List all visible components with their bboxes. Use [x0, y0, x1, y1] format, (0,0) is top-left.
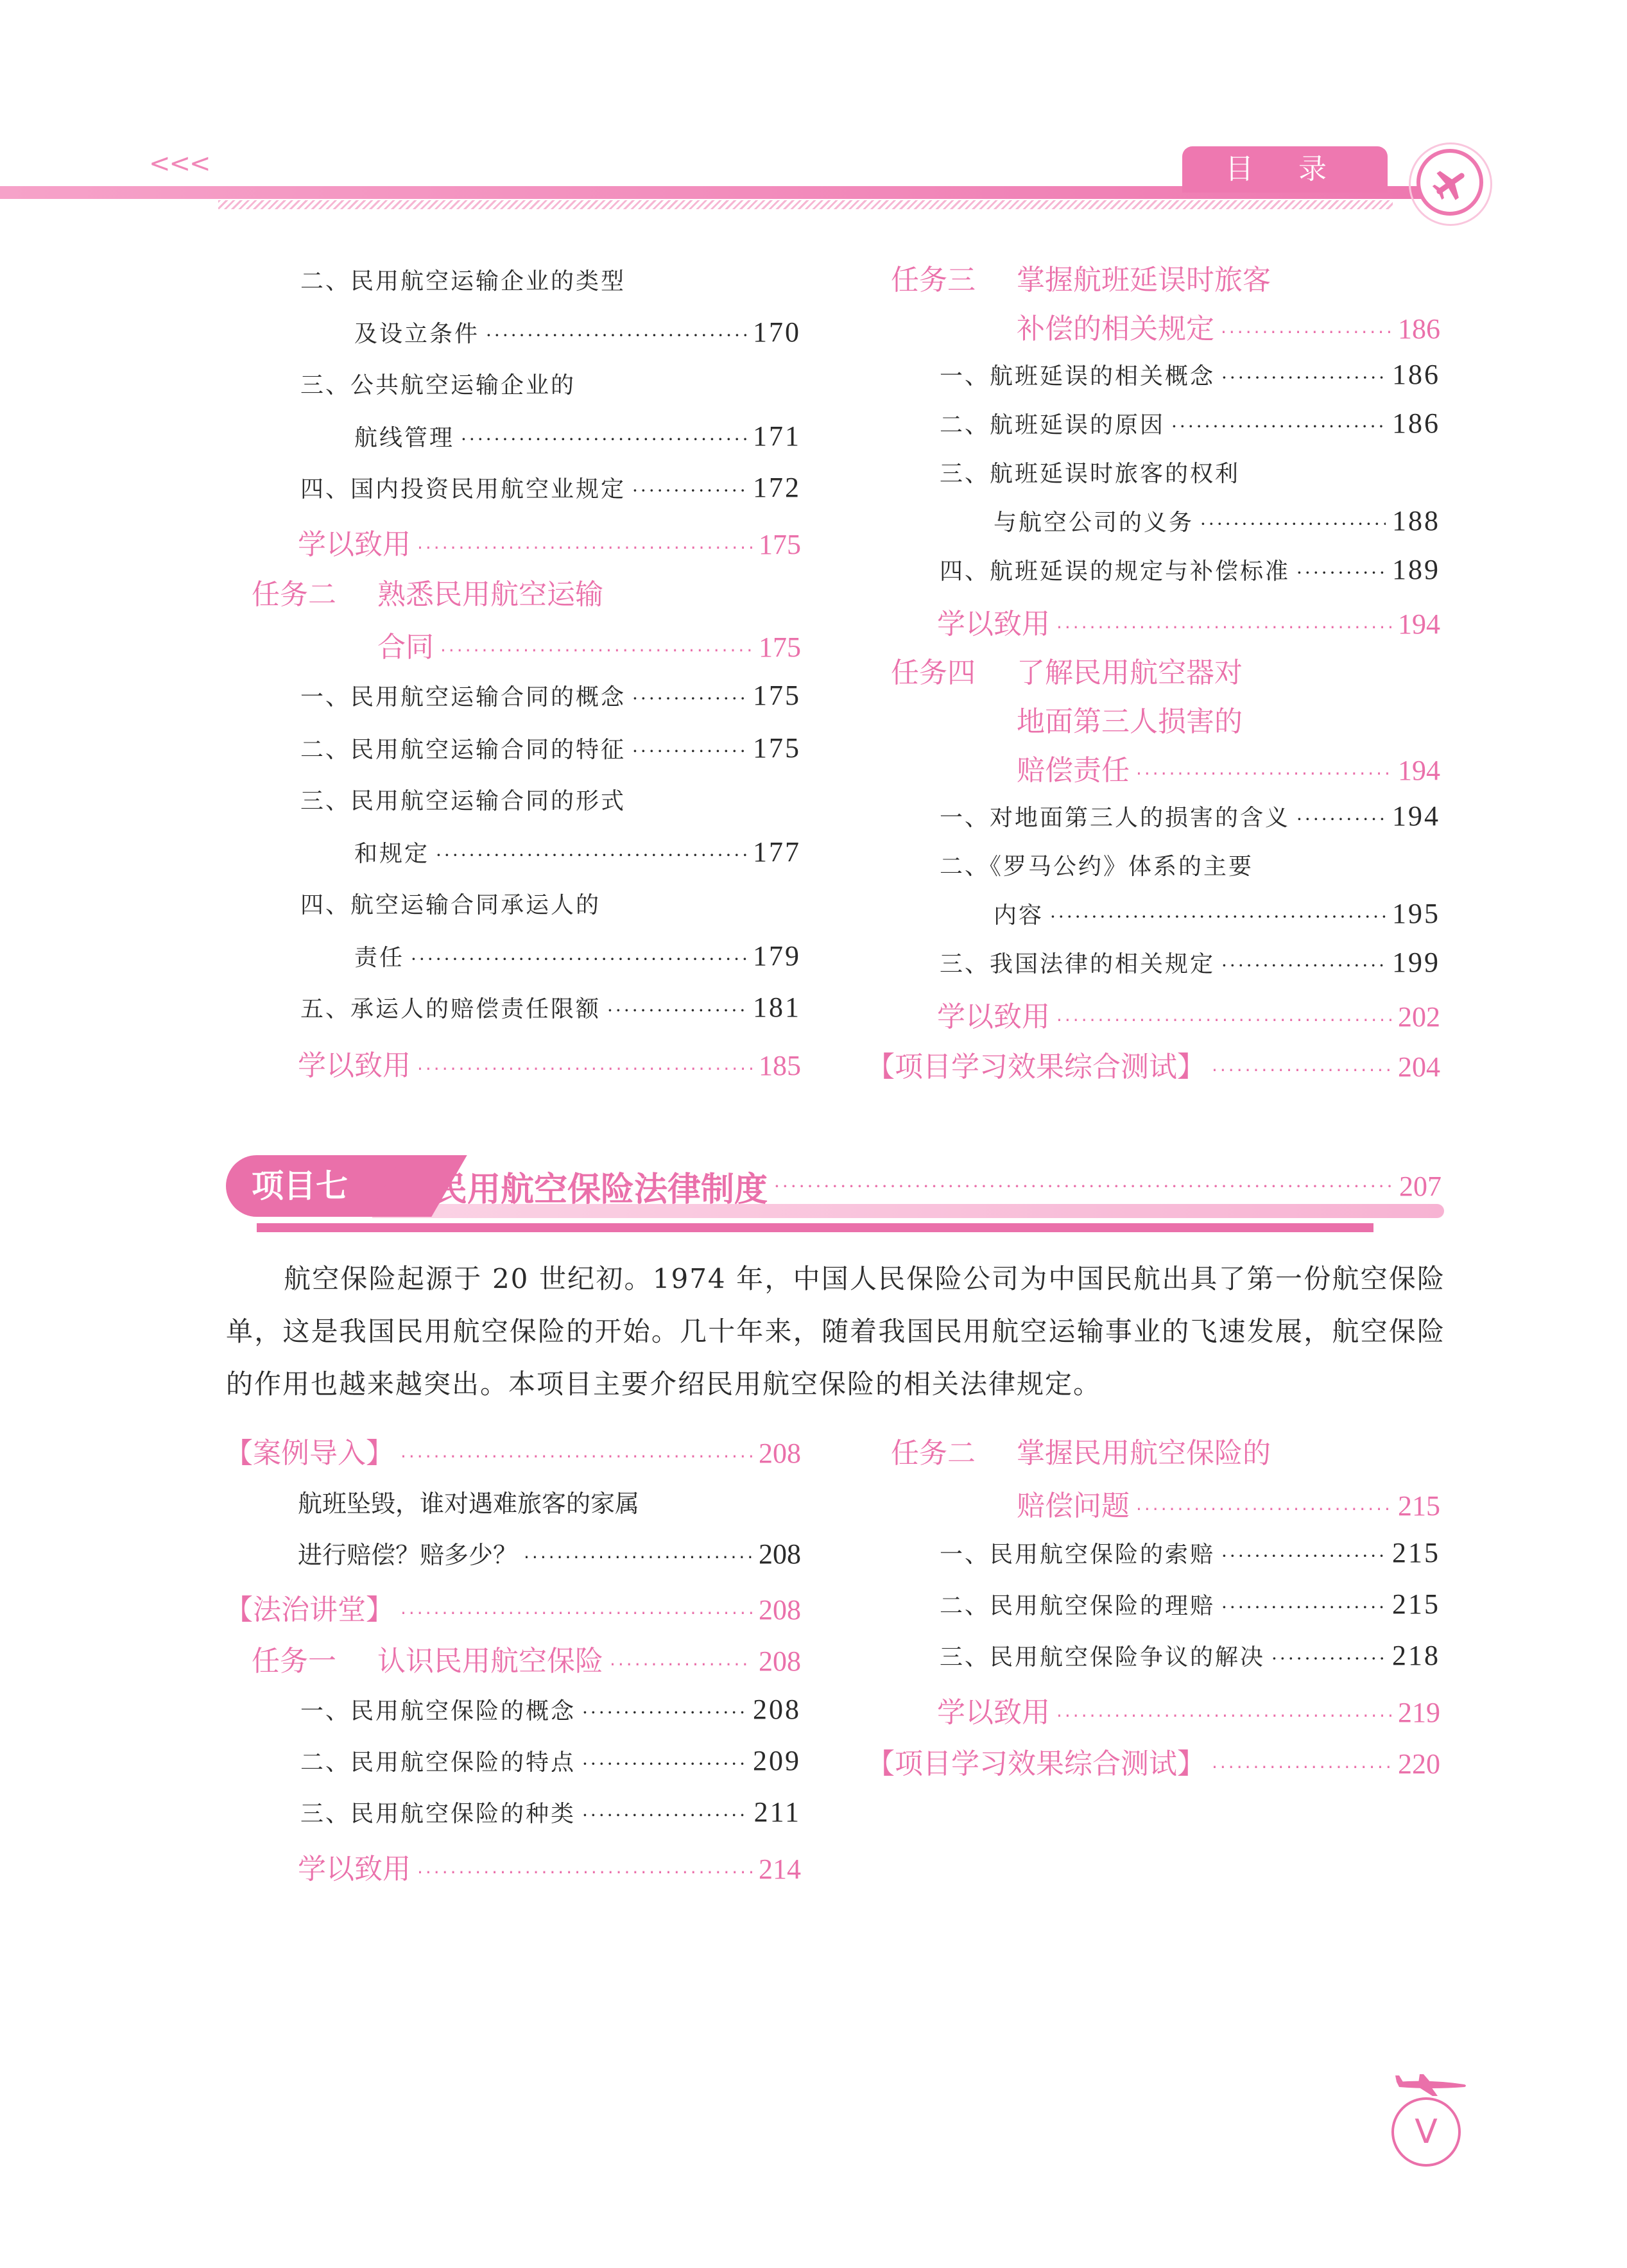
toc-entry[interactable] — [940, 1536, 1440, 1569]
toc-page-number: 185 — [759, 1050, 801, 1081]
toc-page-number: 208 — [759, 1645, 801, 1677]
toc-leader — [417, 1058, 752, 1079]
toc-page-number: 175 — [759, 529, 801, 560]
toc-entry-test[interactable] — [866, 1044, 1440, 1085]
toc-page-number: 215 — [1392, 1588, 1440, 1620]
toc-entry[interactable] — [940, 1639, 1440, 1672]
toc-entry-label: 一、对地面第三人的损害的含义 — [940, 805, 1291, 831]
toc-page-number: 177 — [753, 836, 801, 868]
toc-leader — [1221, 322, 1391, 343]
toc-page-number: 208 — [759, 1438, 801, 1469]
page-number: V — [1391, 2097, 1461, 2167]
toc-entry[interactable] — [994, 504, 1440, 537]
toc-entry-practice[interactable] — [298, 1846, 801, 1887]
toc-entry-label: 三、民用航空保险的种类 — [300, 1801, 576, 1827]
toc-leader — [1136, 763, 1391, 784]
toc-entry[interactable] — [300, 991, 801, 1024]
toc-entry[interactable] — [940, 358, 1440, 391]
toc-leader — [1056, 1009, 1391, 1031]
toc-page-number: 202 — [1398, 1001, 1440, 1033]
task-title[interactable]: 地面第三人损害的 — [1017, 705, 1243, 738]
toc-entry-label: 三、我国法律的相关规定 — [940, 951, 1216, 977]
task-label: 任务一 — [252, 1645, 336, 1678]
toc-page-number: 199 — [1392, 947, 1440, 978]
toc-leader — [1221, 1545, 1386, 1567]
header-hatch-stripe — [218, 200, 1393, 209]
toc-entry[interactable] — [300, 1796, 801, 1828]
toc-entry[interactable] — [940, 848, 1440, 881]
toc-leader — [411, 949, 746, 970]
toc-page-number: 194 — [1392, 800, 1440, 832]
toc-leader — [582, 1805, 748, 1826]
toc-entry-task[interactable] — [1017, 305, 1440, 347]
toc-entry-label: 二、民用航空保险的理赔 — [940, 1593, 1216, 1619]
toc-entry[interactable] — [300, 263, 801, 296]
toc-leader — [1221, 367, 1386, 388]
toc-leader — [632, 480, 746, 501]
task-label: 任务四 — [891, 657, 976, 689]
toc-page-number: 186 — [1392, 408, 1440, 439]
toc-entry-label: 学以致用 — [298, 1049, 411, 1082]
toc-entry-task[interactable] — [377, 1638, 801, 1679]
toc-page-number: 172 — [753, 472, 801, 503]
toc-entry-practice[interactable] — [298, 521, 801, 562]
toc-page-number: 186 — [1392, 359, 1440, 390]
toc-page-number: 208 — [759, 1594, 801, 1626]
toc-entry-label: 二、民用航空运输企业的类型 — [300, 268, 626, 295]
header-chevrons: <<< — [149, 149, 210, 178]
toc-entry-label: 二、民用航空保险的特点 — [300, 1749, 576, 1776]
toc-page-number: 188 — [1392, 505, 1440, 537]
toc-page-number: 220 — [1398, 1748, 1440, 1780]
toc-page-number: 175 — [759, 631, 801, 663]
toc-leader — [1296, 809, 1386, 830]
airplane-icon — [1429, 162, 1472, 205]
toc-entry[interactable] — [940, 800, 1440, 832]
toc-entry-label: 四、航空运输合同承运人的 — [300, 892, 601, 918]
toc-entry[interactable] — [300, 471, 801, 504]
toc-entry-practice[interactable] — [937, 993, 1440, 1035]
task-title[interactable]: 了解民用航空器对 — [1017, 657, 1243, 689]
toc-page-number: 207 — [1399, 1170, 1442, 1202]
toc-entry-practice[interactable] — [937, 601, 1440, 642]
toc-leader — [400, 1446, 752, 1467]
toc-leader — [1296, 562, 1386, 583]
toc-entry-label: 赔偿责任 — [1017, 754, 1130, 787]
toc-entry-lecture[interactable] — [225, 1586, 801, 1628]
project-title-entry[interactable] — [434, 1155, 1442, 1217]
toc-leader — [610, 1654, 752, 1675]
toc-leader — [582, 1753, 746, 1774]
toc-entry[interactable] — [940, 456, 1440, 488]
toc-entry-label: 二、航班延误的原因 — [940, 412, 1166, 438]
toc-leader — [1212, 1060, 1391, 1081]
toc-entry-label: 一、航班延误的相关概念 — [940, 363, 1216, 390]
toc-entry[interactable] — [994, 897, 1440, 930]
toc-entry[interactable] — [354, 420, 801, 452]
toc-entry[interactable] — [354, 836, 801, 868]
toc-entry-label: 【法治讲堂】 — [225, 1594, 394, 1626]
toc-leader — [1221, 1597, 1386, 1618]
toc-entry-test[interactable] — [866, 1740, 1440, 1782]
toc-entry-label: 航班坠毁，谁对遇难旅客的家属 — [298, 1490, 640, 1518]
toc-entry[interactable] — [940, 946, 1440, 979]
toc-entry-label: 【项目学习效果综合测试】 — [866, 1051, 1205, 1083]
toc-page-number: 215 — [1392, 1537, 1440, 1568]
toc-entry-label: 一、民用航空保险的概念 — [300, 1698, 576, 1724]
task-title[interactable]: 熟悉民用航空运输 — [377, 578, 603, 611]
toc-entry-label: 责任 — [354, 945, 405, 971]
toc-entry-label: 进行赔偿？赔多少？ — [298, 1541, 518, 1569]
toc-entry-label: 三、民用航空保险争议的解决 — [940, 1644, 1266, 1671]
toc-entry[interactable] — [300, 367, 801, 400]
toc-entry-task[interactable] — [1017, 747, 1440, 788]
toc-entry-label: 赔偿问题 — [1017, 1490, 1130, 1522]
toc-page-number: 186 — [1398, 313, 1440, 345]
airplane-icon — [1393, 2073, 1470, 2099]
toc-page-number: 208 — [753, 1694, 801, 1725]
toc-page-number: 215 — [1398, 1490, 1440, 1522]
toc-page-number: 175 — [753, 732, 801, 764]
toc-leader — [632, 741, 746, 762]
toc-leader — [461, 429, 746, 450]
toc-leader — [1056, 1705, 1391, 1726]
toc-page-number: 175 — [753, 680, 801, 711]
toc-entry-label: 二、《罗马公约》体系的主要 — [940, 854, 1254, 880]
toc-entry-task[interactable] — [377, 624, 801, 665]
toc-leader — [1136, 1499, 1391, 1520]
toc-entry-label: 认识民用航空保险 — [377, 1645, 603, 1678]
toc-entry-case[interactable] — [225, 1430, 801, 1471]
toc-leader — [607, 1000, 746, 1021]
toc-entry-label: 航线管理 — [354, 425, 455, 451]
toc-entry[interactable] — [940, 553, 1440, 586]
toc-entry-label: 合同 — [377, 631, 434, 664]
toc-leader — [524, 1547, 752, 1568]
toc-entry[interactable] — [940, 407, 1440, 440]
toc-entry[interactable] — [354, 316, 801, 348]
toc-leader — [417, 1862, 752, 1883]
toc-entry-label: 学以致用 — [937, 1001, 1050, 1033]
toc-entry[interactable] — [298, 1535, 801, 1570]
toc-entry-label: 【项目学习效果综合测试】 — [866, 1748, 1205, 1780]
toc-page-number: 195 — [1392, 898, 1440, 929]
toc-entry-label: 三、航班延误时旅客的权利 — [940, 461, 1241, 487]
project-banner-bar — [257, 1223, 1373, 1232]
toc-entry-label: 与航空公司的义务 — [994, 510, 1194, 536]
toc-page-number: 181 — [753, 992, 801, 1023]
project-intro: 航空保险起源于 20 世纪初。1974 年，中国人民保险公司为中国民航出具了第一份航空保险单，这是我国民用航空保险的开始。几十年来，随着我国民用航空运输事业的飞速发展，航空保险的作用也越来越突出。本项目主要介绍民用航空保险的相关法律规定。 — [226, 1263, 1445, 1400]
toc-entry[interactable] — [354, 940, 801, 972]
toc-entry-label: 和规定 — [354, 841, 430, 867]
toc-page-number: 214 — [759, 1853, 801, 1885]
toc-entry[interactable] — [940, 1588, 1440, 1620]
project-title: 民用航空保险法律制度 — [434, 1170, 768, 1209]
toc-entry[interactable] — [300, 679, 801, 712]
toc-page-number: 194 — [1398, 755, 1440, 786]
toc-leader — [1050, 906, 1386, 927]
toc-page-number: 170 — [753, 316, 801, 348]
toc-leader — [774, 1176, 1393, 1197]
toc-entry-practice[interactable] — [298, 1042, 801, 1083]
toc-leader — [1056, 617, 1391, 638]
toc-page-number: 211 — [753, 1796, 801, 1828]
toc-entry-label: 学以致用 — [298, 528, 411, 561]
toc-entry[interactable] — [300, 887, 801, 920]
toc-leader — [1271, 1648, 1386, 1669]
toc-leader — [1200, 513, 1386, 535]
toc-entry[interactable] — [300, 1744, 801, 1777]
project-number: 项目七 — [252, 1167, 348, 1205]
toc-page-number: 171 — [753, 420, 801, 452]
toc-page-number: 218 — [1392, 1640, 1440, 1671]
toc-entry-label: 四、国内投资民用航空业规定 — [300, 476, 626, 503]
toc-page-number: 209 — [753, 1745, 801, 1776]
toc-leader — [582, 1702, 746, 1723]
toc-entry-label: 学以致用 — [937, 608, 1050, 640]
toc-entry-label: 四、航班延误的规定与补偿标准 — [940, 558, 1291, 585]
toc-entry-label: 内容 — [994, 902, 1044, 929]
toc-leader — [1221, 955, 1386, 976]
toc-entry-label: 一、民用航空运输合同的概念 — [300, 684, 626, 710]
toc-leader — [632, 688, 746, 709]
toc-leader — [440, 640, 752, 661]
toc-leader — [417, 537, 752, 558]
toc-page-number: 179 — [753, 940, 801, 972]
toc-entry[interactable] — [300, 783, 801, 816]
toc-entry-label: 一、民用航空保险的索赔 — [940, 1542, 1216, 1568]
toc-page-number: 219 — [1398, 1697, 1440, 1728]
toc-leader — [1212, 1757, 1391, 1778]
toc-page-number: 194 — [1398, 608, 1440, 640]
task-title[interactable]: 掌握民用航空保险的 — [1017, 1437, 1271, 1470]
toc-entry-label: 三、公共航空运输企业的 — [300, 372, 576, 399]
toc-page-number: 208 — [759, 1538, 801, 1570]
task-title[interactable]: 掌握航班延误时旅客 — [1017, 264, 1271, 296]
task-label: 任务三 — [891, 264, 976, 296]
toc-entry-label: 学以致用 — [937, 1696, 1050, 1729]
toc-entry-label: 补偿的相关规定 — [1017, 313, 1214, 345]
toc-leader — [400, 1602, 752, 1624]
toc-entry[interactable] — [300, 1693, 801, 1726]
toc-entry-practice[interactable] — [937, 1689, 1440, 1730]
toc-leader — [436, 845, 746, 866]
task-label: 任务二 — [252, 578, 336, 611]
task-label: 任务二 — [891, 1437, 976, 1470]
toc-entry[interactable] — [300, 732, 801, 764]
toc-entry-task[interactable] — [1017, 1482, 1440, 1524]
toc-entry[interactable] — [298, 1484, 801, 1519]
toc-leader — [1171, 416, 1386, 437]
toc-entry-label: 三、民用航空运输合同的形式 — [300, 788, 626, 814]
toc-entry-label: 【案例导入】 — [225, 1437, 394, 1470]
toc-entry-label: 五、承运人的赔偿责任限额 — [300, 996, 601, 1022]
toc-entry-label: 学以致用 — [298, 1853, 411, 1886]
toc-page-number: 204 — [1398, 1051, 1440, 1083]
toc-entry-label: 及设立条件 — [354, 321, 480, 347]
toc-entry-label: 二、民用航空运输合同的特征 — [300, 737, 626, 763]
header-tab-contents: 目 录 — [1182, 146, 1388, 193]
toc-leader — [486, 325, 746, 346]
toc-page-number: 189 — [1392, 554, 1440, 585]
